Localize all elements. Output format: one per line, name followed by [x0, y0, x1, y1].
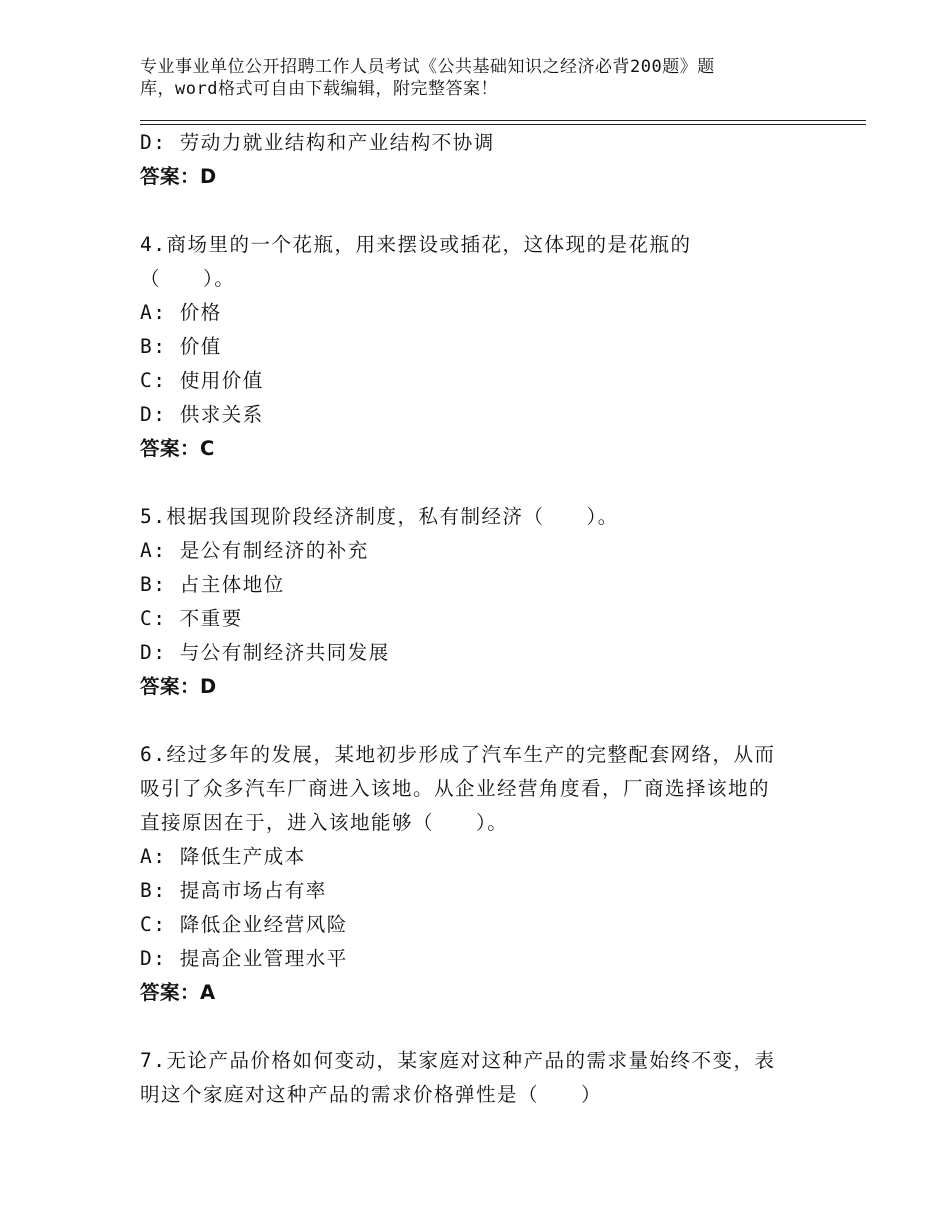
option-a: A: 价格	[140, 301, 222, 324]
question-7	[140, 1044, 820, 1112]
question-5	[140, 500, 820, 704]
spacer	[140, 194, 820, 228]
header-title-line-2: 库，word格式可自由下载编辑，附完整答案！	[140, 79, 498, 99]
question-stem-line: 吸引了众多汽车厂商进入该地。从企业经营角度看，厂商选择该地的	[140, 777, 771, 800]
option-a: A: 降低生产成本	[140, 845, 306, 868]
option-a: A: 是公有制经济的补充	[140, 539, 369, 562]
question-stem-line: 4.商场里的一个花瓶，用来摆设或插花，这体现的是花瓶的	[140, 233, 692, 256]
answer-line: 答案：D	[140, 675, 217, 698]
option-c: C: 使用价值	[140, 369, 264, 392]
answer-line: 答案：D	[140, 165, 217, 188]
question-4	[140, 228, 820, 466]
question-3	[140, 126, 820, 194]
option-d: D: 劳动力就业结构和产业结构不协调	[140, 131, 495, 154]
question-stem-line: 明这个家庭对这种产品的需求价格弹性是（ ）	[140, 1083, 603, 1106]
question-stem-line: 6.经过多年的发展，某地初步形成了汽车生产的完整配套网络，从而	[140, 743, 776, 766]
option-b: B: 占主体地位	[140, 573, 285, 596]
option-d: D: 提高企业管理水平	[140, 947, 348, 970]
question-stem-line: （ ）。	[140, 267, 236, 290]
question-stem-line: 5.根据我国现阶段经济制度，私有制经济（ ）。	[140, 505, 619, 528]
header-title-line-1: 专业事业单位公开招聘工作人员考试《公共基础知识之经济必背200题》题	[140, 57, 715, 77]
option-d: D: 供求关系	[140, 403, 264, 426]
option-c: C: 不重要	[140, 607, 243, 630]
option-b: B: 提高市场占有率	[140, 879, 327, 902]
header-divider-top	[140, 120, 866, 121]
question-content	[140, 126, 820, 1112]
spacer	[140, 466, 820, 500]
answer-line: 答案：C	[140, 437, 215, 460]
option-b: B: 价值	[140, 335, 222, 358]
option-c: C: 降低企业经营风险	[140, 913, 348, 936]
header-divider-bottom	[140, 124, 866, 125]
document-header	[140, 56, 780, 100]
spacer	[140, 1010, 820, 1044]
option-d: D: 与公有制经济共同发展	[140, 641, 390, 664]
question-stem-line: 直接原因在于，进入该地能够（ ）。	[140, 811, 509, 834]
question-6	[140, 738, 820, 1010]
answer-line: 答案：A	[140, 981, 216, 1004]
question-stem-line: 7.无论产品价格如何变动，某家庭对这种产品的需求量始终不变，表	[140, 1049, 776, 1072]
spacer	[140, 704, 820, 738]
